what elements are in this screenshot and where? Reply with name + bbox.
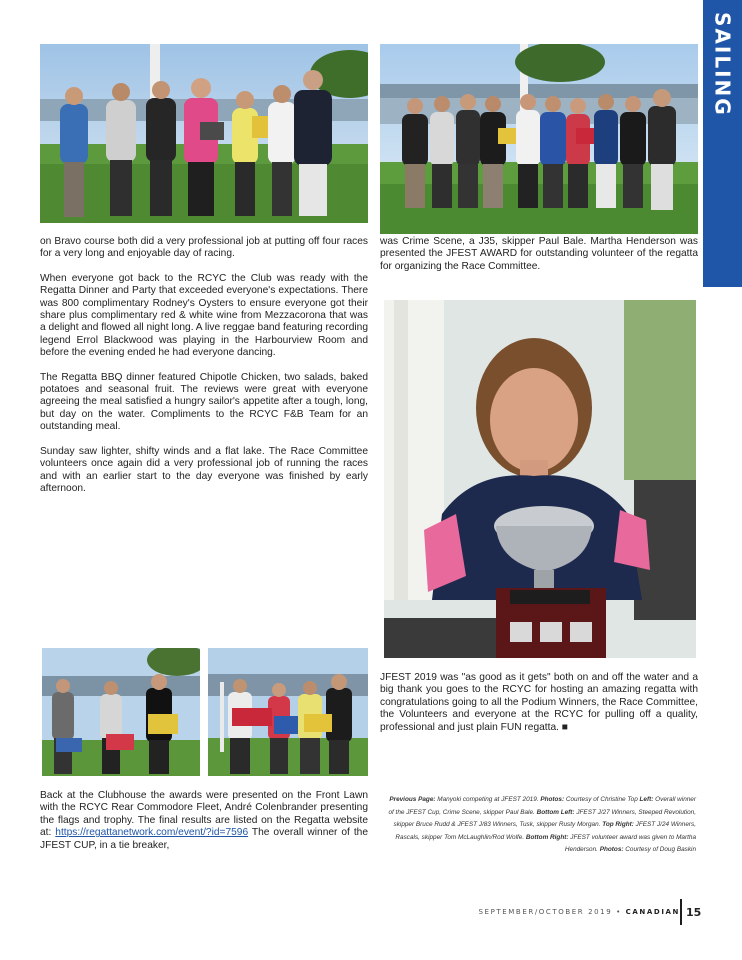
- caption-part-3: Overall winner of the JFEST Cup, Crime Scene, skipper Paul Bale.: [388, 796, 696, 816]
- bottom-left-text: [40, 790, 368, 852]
- caption-top-right-label: Top Right:: [602, 821, 634, 828]
- caption-part-7: Courtesy of Doug Baskin: [623, 846, 696, 853]
- caption-photos-label: Photos:: [540, 796, 565, 803]
- caption-part-1: Manyoki competing at JFEST 2019.: [435, 796, 541, 803]
- caption-photos2-label: Photos:: [599, 846, 624, 853]
- caption-bottom-right-label: Bottom Right:: [525, 833, 569, 841]
- results-link[interactable]: https://regattanetwork.com/event/?id=7596: [55, 827, 249, 839]
- photo-bottom-left-1-image: [42, 648, 200, 776]
- page-number: 15: [686, 906, 702, 919]
- right-top-text: [380, 236, 698, 273]
- photo-caption: [384, 794, 696, 857]
- caption-part-2: Courtesy of Christine Top: [564, 796, 640, 803]
- left-paragraph-2: When everyone got back to the RCYC the Club was ready with the Regatta Dinner and Party that exceeded everyone's expectations. There was 800 complimentary Rodney's Oysters to ensure everyone got their share plus complimentary red & white wine from Mezzacorona that was a delight and flowed all night long. A live reggae band featuring recording legend Errol Blackwood was playing in the Harbourview Room and before the evening ended he had everyone dancing.: [40, 272, 368, 359]
- photo-top-right-image: [380, 44, 698, 234]
- caption-bottom-left-label: Bottom Left:: [536, 808, 575, 816]
- right-top-paragraph: was Crime Scene, a J35, skipper Paul Bale. Martha Henderson was presented the JFEST AWARD for outstanding volunteer of the regatta for organizing the Race Committee.: [380, 236, 698, 272]
- awards-text: Back at the Clubhouse the awards were presented on the Front Lawn with the RCYC Rear Commodore Fleet, André Colenbrander presenting the flags and trophy. The final results are listed on the Regatta website at:: [40, 790, 368, 839]
- section-tab-label: SAILING: [710, 12, 735, 117]
- photo-bottom-left-2-image: [208, 648, 368, 776]
- overall-winner-text: The overall winner of the JFEST CUP, in a tie breaker,: [40, 827, 368, 851]
- photo-trophy: [384, 300, 696, 658]
- photo-bottom-left-1: [42, 648, 200, 776]
- page-footer: [420, 908, 680, 916]
- caption-part-6: JFEST volunteer award was given to Martha Henderson.: [564, 833, 696, 853]
- left-paragraph-3: The Regatta BBQ dinner featured Chipotle Chicken, two salads, baked potatoes and seasonal fruit. The reviews were great with everyone agreeing the meal satisfied a hungry sailor's appetite after a tough, long, but day on the water. Compliments to the RCYC F&B Team for an outstanding meal.: [40, 371, 368, 433]
- photo-trophy-image: [384, 300, 696, 658]
- footer-magazine: CANADIAN: [625, 908, 680, 916]
- footer-divider: [680, 899, 682, 925]
- section-tab: [703, 0, 742, 287]
- left-column-text: [40, 236, 368, 495]
- footer-issue: SEPTEMBER/OCTOBER 2019 •: [478, 908, 622, 916]
- left-paragraph-1: on Bravo course both did a very professional job at putting off four races for a very long and enjoyable day of racing.: [40, 236, 368, 260]
- bottom-left-paragraph: [40, 790, 368, 852]
- caption-top-left-label: Left:: [639, 796, 654, 803]
- caption-part-5: JFEST J/24 Winners, Rascals, skipper Tom McLaughlin/Rod Wolfe.: [395, 821, 696, 841]
- photo-top-right: [380, 44, 698, 234]
- caption-part-4: JFEST J/27 Winners, Steeped Revolution, skipper Bruce Rudd & JFEST J/83 Winners, Tusk, skipper Rusty Morgan.: [393, 808, 696, 828]
- photo-bottom-left-2: [208, 648, 368, 776]
- right-bottom-paragraph: JFEST 2019 was "as good as it gets" both on and off the water and a big thank you goes to the RCYC for hosting an amazing regatta with congratulations going to all the Podium Winners, the Race Committee, the Volunteers and everyone at the RCYC for pulling off a quality, professional and just plain FUN regatta. ■: [380, 672, 698, 733]
- caption-lead: Previous Page:: [389, 796, 436, 803]
- right-bottom-text: [380, 672, 698, 734]
- photo-top-left-image: [40, 44, 368, 223]
- left-paragraph-4: Sunday saw lighter, shifty winds and a flat lake. The Race Committee volunteers once again did a very professional job of running the races and with an earlier start to the day everyone was finished by early afternoon.: [40, 445, 368, 494]
- photo-top-left: [40, 44, 368, 223]
